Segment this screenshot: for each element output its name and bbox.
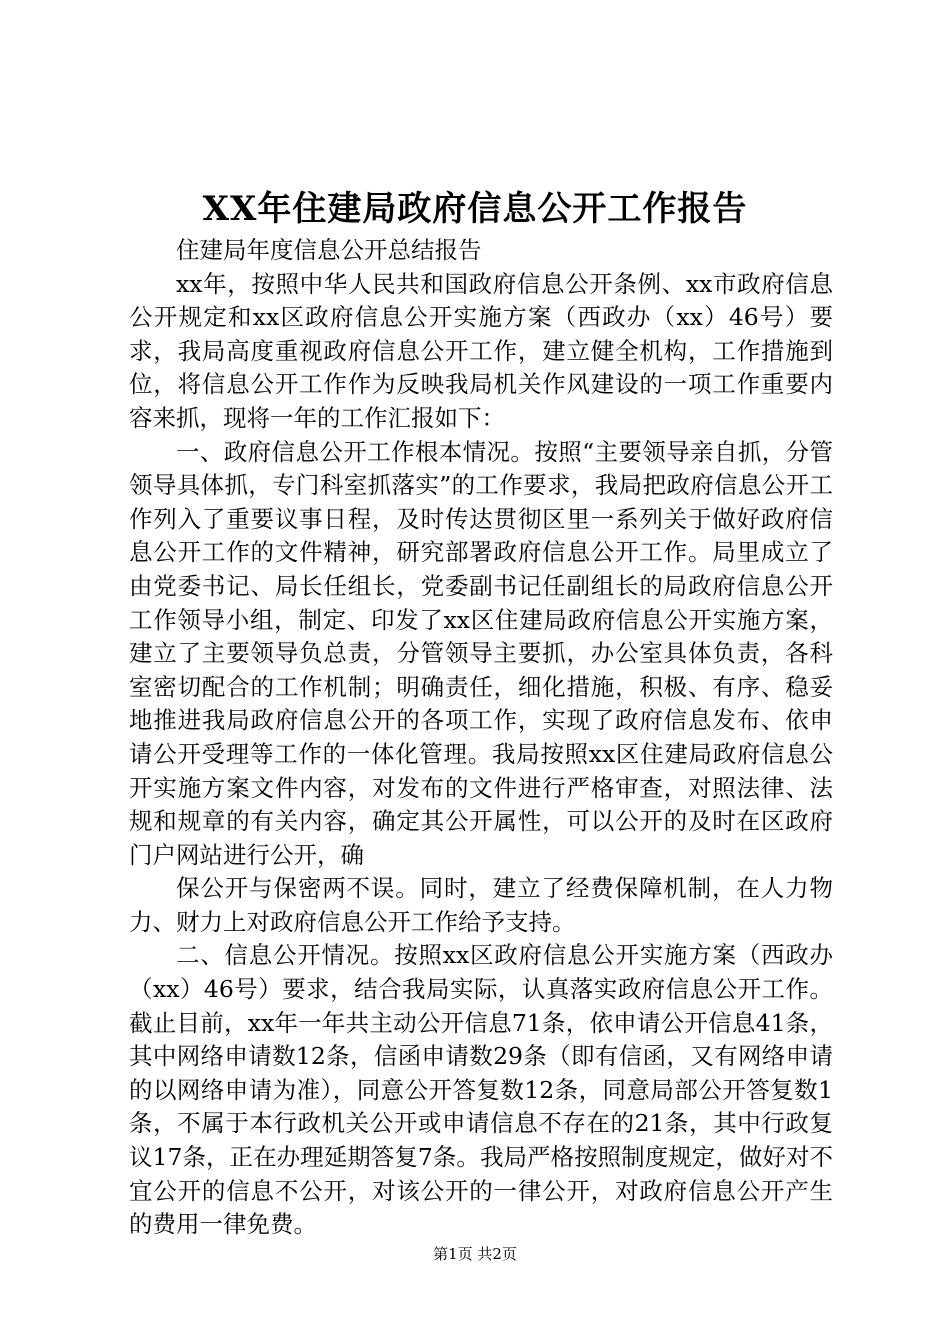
page-footer: 第1页 共2页 bbox=[433, 1245, 517, 1263]
paragraph-section-1-cont: 保公开与保密两不误。同时，建立了经费保障机制，在人力物力、财力上对政府信息公开工作给予支持。 bbox=[129, 874, 833, 936]
paragraph-intro: xx年，按照中华人民共和国政府信息公开条例、xx市政府信息公开规定和xx区政府信息公开实施方案（西政办（xx）46号）要求，我局高度重视政府信息公开工作，建立健全机构，工作措施到位，将信息公开工作作为反映我局机关作风建设的一项工作重要内容来抓，现将一年的工作汇报如下： bbox=[129, 269, 833, 432]
document-body bbox=[129, 234, 833, 1242]
paragraph-subtitle: 住建局年度信息公开总结报告 bbox=[176, 236, 482, 264]
paragraph-section-1: 一、政府信息公开工作根本情况。按照“主要领导亲自抓，分管领导具体抓，专门科室抓落实”的工作要求，我局把政府信息公开工作列入了重要议事日程，及时传达贯彻区里一系列关于做好政府信息公开工作的文件精神，研究部署政府信息公开工作。局里成立了由党委书记、局长任组长，党委副书记任副组长的局政府信息公开工作领导小组，制定、印发了xx区住建局政府信息公开实施方案，建立了主要领导负总责，分管领导主要抓，办公室具体负责，各科室密切配合的工作机制；明确责任，细化措施，积极、有序、稳妥地推进我局政府信息公开的各项工作，实现了政府信息发布、依申请公开受理等工作的一体化管理。我局按照xx区住建局政府信息公开实施方案文件内容，对发布的文件进行严格审查，对照法律、法规和规章的有关内容，确定其公开属性，可以公开的及时在区政府门户网站进行公开，确 bbox=[129, 437, 833, 869]
paragraph-section-2: 二、信息公开情况。按照xx区政府信息公开实施方案（西政办（xx）46号）要求，结合我局实际，认真落实政府信息公开工作。截止目前，xx年一年共主动公开信息71条，依申请公开信息41条，其中网络申请数12条，信函申请数29条（即有信函，又有网络申请的以网络申请为准），同意公开答复数12条，同意局部公开答复数1条，不属于本行政机关公开或申请信息不存在的21条，其中行政复议17条，正在办理延期答复7条。我局严格按照制度规定，做好对不宜公开的信息不公开，对该公开的一律公开，对政府信息公开产生的费用一律免费。 bbox=[129, 941, 833, 1239]
document-title: XX年住建局政府信息公开工作报告 bbox=[202, 189, 748, 229]
